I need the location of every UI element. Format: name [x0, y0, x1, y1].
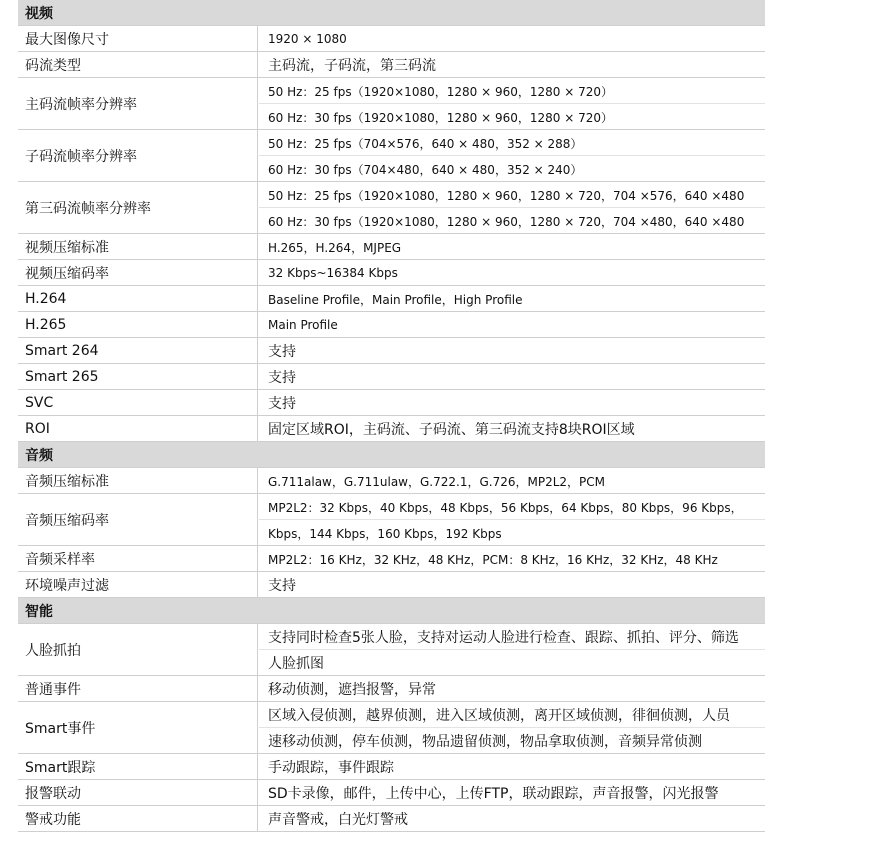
spec-row	[18, 52, 765, 78]
line-divider	[259, 649, 765, 650]
spec-value	[259, 286, 765, 311]
spec-label: 音频压缩标准	[18, 468, 258, 493]
spec-value	[259, 260, 765, 285]
spec-value-line: 支持同时检查5张人脸，支持对运动人脸进行检查、跟踪、抓拍、评分、筛选	[268, 630, 739, 646]
section-header	[18, 0, 765, 26]
spec-value	[259, 26, 765, 51]
spec-row	[18, 754, 765, 780]
spec-value-line: SD卡录像，邮件，上传中心，上传FTP，联动跟踪，声音报警，闪光报警	[268, 786, 719, 802]
spec-label: 警戒功能	[18, 806, 258, 831]
spec-row	[18, 780, 765, 806]
spec-row	[18, 234, 765, 260]
spec-value	[259, 52, 765, 77]
spec-row	[18, 78, 765, 130]
spec-value-line: Kbps，144 Kbps，160 Kbps，192 Kbps	[268, 526, 502, 541]
spec-value-line: 速移动侦测，停车侦测，物品遗留侦测，物品拿取侦测，音频异常侦测	[268, 734, 702, 750]
spec-value	[259, 338, 765, 363]
spec-value-line: 声音警戒，白光灯警戒	[268, 812, 408, 828]
spec-value-line: 50 Hz：25 fps（1920×1080，1280 × 960，1280 × 720）	[268, 84, 613, 99]
spec-label: 最大图像尺寸	[18, 26, 258, 51]
spec-value-line: 60 Hz：30 fps（1920×1080，1280 × 960，1280 × 720）	[268, 110, 613, 125]
section-title: 智能	[25, 603, 53, 620]
spec-row	[18, 312, 765, 338]
spec-value-line: 50 Hz：25 fps（704×576，640 × 480，352 × 288）	[268, 136, 583, 151]
spec-label: 码流类型	[18, 52, 258, 77]
spec-label: Smart 265	[18, 364, 258, 389]
spec-value	[259, 468, 765, 493]
spec-row	[18, 572, 765, 598]
spec-label: Smart事件	[18, 702, 258, 753]
spec-value-line: G.711alaw，G.711ulaw，G.722.1，G.726，MP2L2，PCM	[268, 474, 605, 489]
spec-label: 第三码流帧率分辨率	[18, 182, 258, 233]
spec-row	[18, 416, 765, 442]
spec-value	[259, 676, 765, 701]
spec-value-line: 60 Hz：30 fps（1920×1080，1280 × 960，1280 × 720，704 ×480，640 ×480	[268, 214, 745, 229]
spec-value-line: 人脸抓图	[268, 656, 324, 672]
spec-label: Smart 264	[18, 338, 258, 363]
spec-value-line: 手动跟踪，事件跟踪	[268, 760, 394, 776]
spec-value-line: 移动侦测，遮挡报警，异常	[268, 682, 436, 698]
section-header	[18, 442, 765, 468]
spec-value	[259, 754, 765, 779]
spec-value-line: 32 Kbps~16384 Kbps	[268, 266, 398, 280]
spec-row	[18, 494, 765, 546]
spec-row	[18, 286, 765, 312]
spec-label: H.265	[18, 312, 258, 337]
spec-row	[18, 676, 765, 702]
spec-value	[259, 780, 765, 805]
spec-value-line: Baseline Profile，Main Profile，High Profile	[268, 292, 523, 307]
spec-value	[259, 312, 765, 337]
spec-value	[259, 806, 765, 831]
spec-value	[259, 390, 765, 415]
section-title: 视频	[25, 5, 53, 22]
spec-value	[259, 624, 765, 675]
spec-value-line: MP2L2：16 KHz，32 KHz，48 KHz，PCM：8 KHz，16 KHz，32 KHz，48 KHz	[268, 552, 718, 567]
spec-value-line: 支持	[268, 578, 296, 594]
spec-label: Smart跟踪	[18, 754, 258, 779]
spec-label: 环境噪声过滤	[18, 572, 258, 597]
spec-row	[18, 260, 765, 286]
spec-value-line: 支持	[268, 344, 296, 360]
spec-value	[259, 416, 765, 441]
spec-value	[259, 702, 765, 753]
spec-row	[18, 130, 765, 182]
spec-value	[259, 78, 765, 129]
spec-row	[18, 806, 765, 832]
section-header	[18, 598, 765, 624]
spec-row	[18, 390, 765, 416]
spec-label: ROI	[18, 416, 258, 441]
spec-value-line: H.265，H.264，MJPEG	[268, 240, 402, 255]
spec-value	[259, 572, 765, 597]
spec-value-line: 1920 × 1080	[268, 32, 347, 46]
spec-label: 子码流帧率分辨率	[18, 130, 258, 181]
spec-row	[18, 182, 765, 234]
spec-row	[18, 364, 765, 390]
spec-value-line: 支持	[268, 396, 296, 412]
spec-row	[18, 546, 765, 572]
spec-value-line: MP2L2：32 Kbps，40 Kbps，48 Kbps，56 Kbps，64 Kbps，80 Kbps，96 Kbps，	[268, 500, 743, 515]
spec-value	[259, 182, 765, 233]
spec-value-line: 区域入侵侦测，越界侦测，进入区域侦测，离开区域侦测，徘徊侦测，人员	[268, 708, 730, 724]
spec-label: 人脸抓拍	[18, 624, 258, 675]
spec-row	[18, 468, 765, 494]
spec-value	[259, 130, 765, 181]
spec-row	[18, 624, 765, 676]
spec-value-line: 支持	[268, 370, 296, 386]
spec-label: 音频压缩码率	[18, 494, 258, 545]
spec-row	[18, 338, 765, 364]
section-title: 音频	[25, 447, 53, 464]
spec-value	[259, 494, 765, 545]
spec-label: 视频压缩码率	[18, 260, 258, 285]
spec-value	[259, 546, 765, 571]
spec-row	[18, 702, 765, 754]
spec-value	[259, 364, 765, 389]
spec-value-line: Main Profile	[268, 318, 338, 332]
spec-label: SVC	[18, 390, 258, 415]
spec-label: H.264	[18, 286, 258, 311]
spec-label: 音频采样率	[18, 546, 258, 571]
spec-label: 主码流帧率分辨率	[18, 78, 258, 129]
spec-value	[259, 234, 765, 259]
spec-label: 普通事件	[18, 676, 258, 701]
spec-row	[18, 26, 765, 52]
spec-label: 视频压缩标准	[18, 234, 258, 259]
spec-value-line: 60 Hz：30 fps（704×480，640 × 480，352 × 240）	[268, 162, 583, 177]
spec-value-line: 50 Hz：25 fps（1920×1080，1280 × 960，1280 × 720，704 ×576，640 ×480	[268, 188, 745, 203]
spec-value-line: 主码流，子码流，第三码流	[268, 58, 436, 74]
spec-value-line: 固定区域ROI，主码流、子码流、第三码流支持8块ROI区域	[268, 422, 635, 438]
spec-table	[18, 0, 765, 841]
spec-label: 报警联动	[18, 780, 258, 805]
